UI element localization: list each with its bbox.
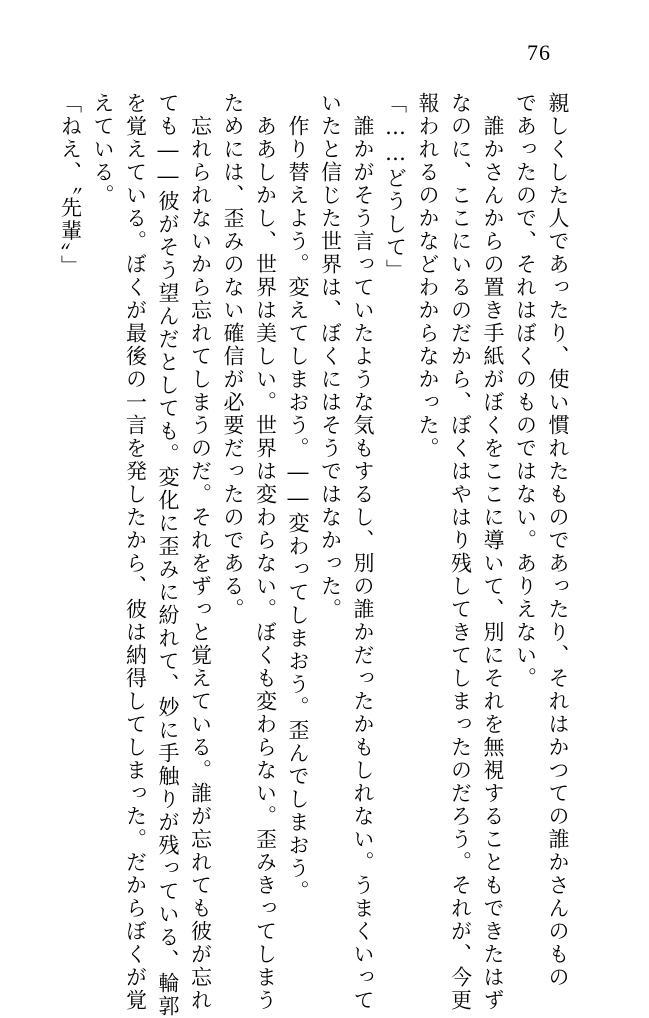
novel-text-column-block [54,92,574,1018]
text-line: 「……どうして」 [383,92,408,282]
page-number: 76 [527,40,551,65]
text-line: いたと信じた世界は、ぼくにはそうではなかった。 [318,92,343,621]
text-line: えている。 [91,92,115,207]
text-line: ためには、歪みのない確信が必要だったのである。 [221,92,245,621]
text-line: を覚えている。ぼくが最後の一言を発したから、彼は納得してしまった。だからぼくが覚 [123,92,148,1012]
text-line: 誰かさんからの置き手紙がぼくをここに導いて、別にそれを無視することもできたはず [481,92,505,1012]
text-line: であったので、それはぼくのものではない。ありえない。 [513,92,538,690]
text-line: ても――彼がそう望んだとしても。変化に歪みに紛れて、妙に手触りが残っている、輪郭 [156,92,180,1018]
text-line: なのに、ここにいるのだから、ぼくはやはり残してきてしまったのだろう。それが、今更 [448,92,473,1012]
text-line: 忘れられないから忘れてしまうのだ。それをずっと覚えている。誰が忘れても彼が忘れ [188,92,213,1012]
text-line: ああしかし、世界は美しい。世界は変わらない。ぼくも変わらない。歪みきってしまう [253,92,278,1012]
text-line: 作り替えよう。変えてしまおう。――変わってしまおう。歪んでしまおう。 [286,92,310,903]
text-line: 親しくした人であったり、使い慣れたものであったり、それはかつての誰かさんのもの [546,92,570,989]
text-line: 報われるのかなどわからなかった。 [416,92,440,460]
text-line: 誰かがそう言っていたような気もするし、別の誰かだったかもしれない。うまくいって [351,92,375,1012]
text-line: 「ねえ、〝先輩〟」 [58,92,83,278]
